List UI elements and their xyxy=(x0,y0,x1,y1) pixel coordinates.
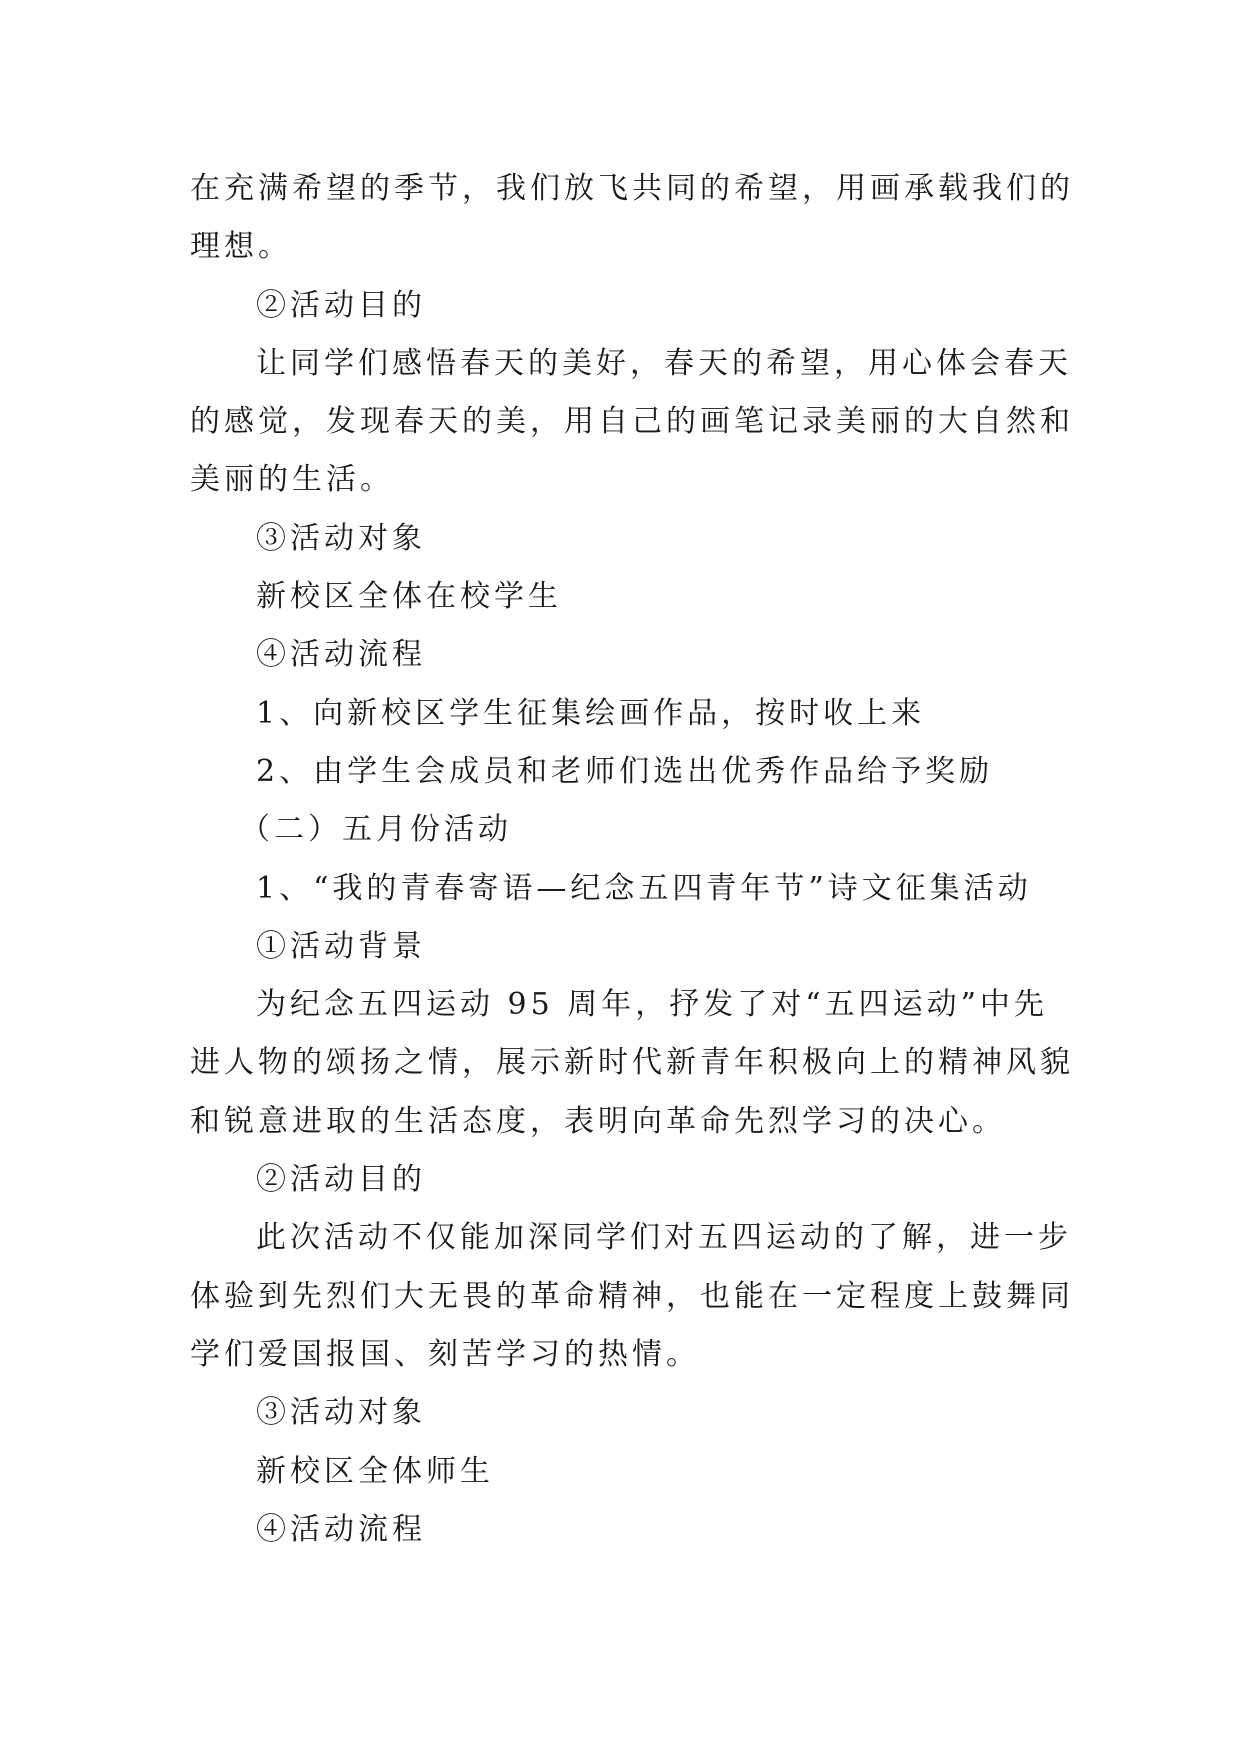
activity-title: 1、“我的青春寄语—纪念五四青年节”诗文征集活动 xyxy=(256,870,1032,906)
section-heading: ③活动对象 xyxy=(256,520,426,556)
section-heading: ②活动目的 xyxy=(256,287,426,323)
section-heading: ④活动流程 xyxy=(256,1511,426,1547)
body-line: 新校区全体在校学生 xyxy=(256,579,562,615)
list-item: 1、向新校区学生征集绘画作品，按时收上来 xyxy=(256,695,926,731)
body-line: 学们爱国报国、刻苦学习的热情。 xyxy=(190,1336,700,1372)
body-line: 美丽的生活。 xyxy=(190,462,394,498)
body-line: 在充满希望的季节，我们放飞共同的希望，用画承载我们的 xyxy=(190,171,1074,206)
chapter-heading: （二）五月份活动 xyxy=(240,812,512,848)
list-item: 2、由学生会成员和老师们选出优秀作品给予奖励 xyxy=(256,753,994,789)
body-line: 的感觉，发现春天的美，用自己的画笔记录美丽的大自然和 xyxy=(190,404,1074,440)
body-line: 此次活动不仅能加深同学们对五四运动的了解，进一步 xyxy=(256,1220,1072,1256)
section-heading: ②活动目的 xyxy=(256,1162,426,1198)
body-line: 新校区全体师生 xyxy=(256,1453,494,1489)
body-line: 和锐意进取的生活态度，表明向革命先烈学习的决心。 xyxy=(190,1103,1006,1139)
body-line: 让同学们感悟春天的美好，春天的希望，用心体会春天 xyxy=(256,345,1072,381)
section-heading: ①活动背景 xyxy=(256,928,426,964)
section-heading: ④活动流程 xyxy=(256,637,426,673)
body-line: 为纪念五四运动 95 周年，抒发了对“五四运动”中先 xyxy=(256,987,1048,1023)
document-body xyxy=(190,160,1074,1559)
body-line: 进人物的颂扬之情，展示新时代新青年积极向上的精神风貌 xyxy=(190,1045,1074,1081)
section-heading: ③活动对象 xyxy=(256,1395,426,1431)
body-line: 体验到先烈们大无畏的革命精神，也能在一定程度上鼓舞同 xyxy=(190,1278,1074,1314)
body-line: 理想。 xyxy=(190,229,292,265)
